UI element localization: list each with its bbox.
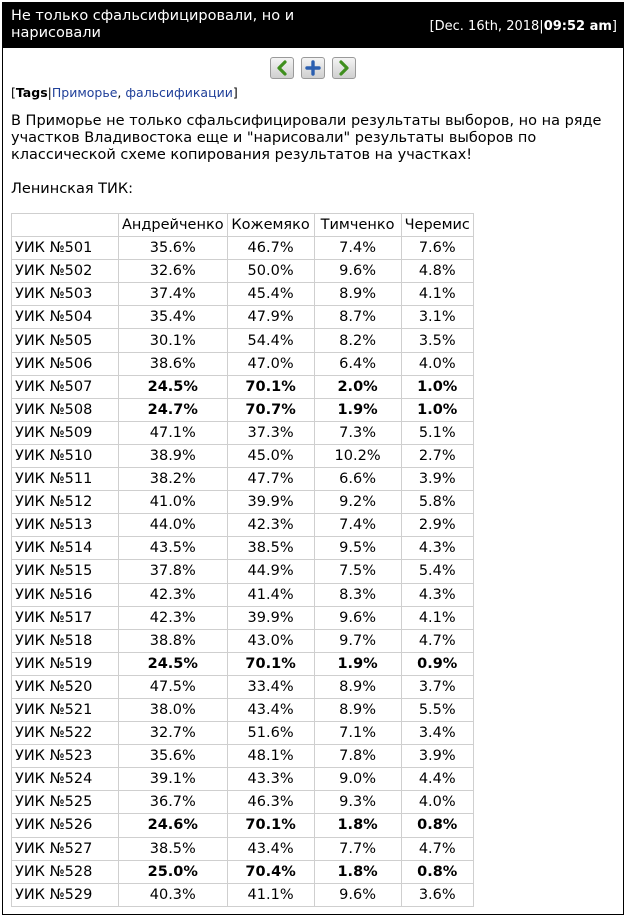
value-cell: 9.2% [314, 491, 401, 514]
value-cell: 4.8% [401, 260, 473, 283]
post-frame [2, 2, 624, 915]
table-row [12, 675, 474, 698]
table-row [12, 745, 474, 768]
value-cell: 8.2% [314, 329, 401, 352]
add-to-memories-button[interactable] [301, 57, 325, 79]
uik-cell: УИК №525 [12, 791, 119, 814]
table-row [12, 629, 474, 652]
table-row [12, 260, 474, 283]
next-entry-button[interactable] [332, 57, 356, 79]
header-kozhemyako: Кожемяко [227, 214, 314, 237]
uik-cell: УИК №516 [12, 583, 119, 606]
value-cell: 47.1% [119, 421, 228, 444]
uik-cell: УИК №501 [12, 237, 119, 260]
date-text: [Dec. 16th, 2018 [429, 19, 540, 34]
table-row [12, 352, 474, 375]
value-cell: 2.9% [401, 514, 473, 537]
table-row [12, 722, 474, 745]
tags-comma: , [117, 85, 126, 100]
value-cell: 39.9% [227, 606, 314, 629]
value-cell: 43.5% [119, 537, 228, 560]
table-row [12, 537, 474, 560]
header-timchenko: Тимченко [314, 214, 401, 237]
value-cell: 4.3% [401, 537, 473, 560]
uik-cell: УИК №527 [12, 837, 119, 860]
value-cell: 37.4% [119, 283, 228, 306]
value-cell: 35.6% [119, 237, 228, 260]
value-cell: 47.9% [227, 306, 314, 329]
value-cell: 33.4% [227, 675, 314, 698]
value-cell: 7.8% [314, 745, 401, 768]
value-cell: 43.3% [227, 768, 314, 791]
value-cell: 3.7% [401, 675, 473, 698]
table-row [12, 791, 474, 814]
table-row [12, 375, 474, 398]
value-cell: 7.4% [314, 514, 401, 537]
value-cell: 42.3% [119, 583, 228, 606]
table-row [12, 837, 474, 860]
table-row [12, 698, 474, 721]
tags-label: Tags [15, 85, 48, 100]
table-row [12, 814, 474, 837]
value-cell: 44.0% [119, 514, 228, 537]
table-row [12, 306, 474, 329]
value-cell: 39.1% [119, 768, 228, 791]
value-cell: 38.5% [119, 837, 228, 860]
value-cell: 8.7% [314, 306, 401, 329]
value-cell: 35.6% [119, 745, 228, 768]
value-cell: 30.1% [119, 329, 228, 352]
value-cell: 7.7% [314, 837, 401, 860]
table-row [12, 883, 474, 906]
tags-line [11, 85, 238, 100]
value-cell: 41.0% [119, 491, 228, 514]
results-table-body [12, 237, 474, 907]
uik-cell: УИК №520 [12, 675, 119, 698]
table-row [12, 398, 474, 421]
uik-cell: УИК №506 [12, 352, 119, 375]
uik-cell: УИК №529 [12, 883, 119, 906]
value-cell: 1.8% [314, 814, 401, 837]
value-cell: 46.7% [227, 237, 314, 260]
value-cell: 3.1% [401, 306, 473, 329]
table-row [12, 329, 474, 352]
uik-cell: УИК №504 [12, 306, 119, 329]
table-row [12, 421, 474, 444]
value-cell: 24.6% [119, 814, 228, 837]
uik-cell: УИК №510 [12, 444, 119, 467]
value-cell: 44.9% [227, 560, 314, 583]
value-cell: 2.0% [314, 375, 401, 398]
value-cell: 45.0% [227, 444, 314, 467]
table-header-row [12, 214, 474, 237]
chevron-left-icon [274, 60, 290, 76]
table-row [12, 560, 474, 583]
table-row [12, 514, 474, 537]
uik-cell: УИК №522 [12, 722, 119, 745]
value-cell: 8.9% [314, 675, 401, 698]
value-cell: 24.5% [119, 652, 228, 675]
results-table [11, 213, 474, 907]
uik-cell: УИК №513 [12, 514, 119, 537]
table-row [12, 768, 474, 791]
value-cell: 70.1% [227, 375, 314, 398]
value-cell: 70.4% [227, 860, 314, 883]
value-cell: 47.7% [227, 468, 314, 491]
value-cell: 3.4% [401, 722, 473, 745]
value-cell: 48.1% [227, 745, 314, 768]
value-cell: 35.4% [119, 306, 228, 329]
value-cell: 5.1% [401, 421, 473, 444]
value-cell: 3.9% [401, 468, 473, 491]
value-cell: 1.0% [401, 398, 473, 421]
value-cell: 4.1% [401, 606, 473, 629]
value-cell: 24.5% [119, 375, 228, 398]
value-cell: 32.6% [119, 260, 228, 283]
header-andreychenko: Андрейченко [119, 214, 228, 237]
value-cell: 43.4% [227, 837, 314, 860]
value-cell: 6.6% [314, 468, 401, 491]
value-cell: 3.5% [401, 329, 473, 352]
tags-close-bracket: ] [232, 85, 238, 100]
uik-cell: УИК №526 [12, 814, 119, 837]
value-cell: 41.4% [227, 583, 314, 606]
value-cell: 4.4% [401, 768, 473, 791]
value-cell: 7.5% [314, 560, 401, 583]
value-cell: 7.4% [314, 237, 401, 260]
value-cell: 36.7% [119, 791, 228, 814]
value-cell: 0.8% [401, 814, 473, 837]
value-cell: 37.8% [119, 560, 228, 583]
uik-cell: УИК №524 [12, 768, 119, 791]
uik-cell: УИК №507 [12, 375, 119, 398]
value-cell: 0.9% [401, 652, 473, 675]
value-cell: 39.9% [227, 491, 314, 514]
value-cell: 38.5% [227, 537, 314, 560]
value-cell: 5.8% [401, 491, 473, 514]
value-cell: 37.3% [227, 421, 314, 444]
value-cell: 42.3% [227, 514, 314, 537]
value-cell: 43.4% [227, 698, 314, 721]
uik-cell: УИК №515 [12, 560, 119, 583]
value-cell: 47.5% [119, 675, 228, 698]
value-cell: 46.3% [227, 791, 314, 814]
value-cell: 3.6% [401, 883, 473, 906]
value-cell: 1.9% [314, 398, 401, 421]
value-cell: 38.0% [119, 698, 228, 721]
value-cell: 4.3% [401, 583, 473, 606]
table-row [12, 606, 474, 629]
table-row [12, 652, 474, 675]
value-cell: 7.6% [401, 237, 473, 260]
date-separator: | [539, 19, 544, 34]
value-cell: 3.9% [401, 745, 473, 768]
value-cell: 43.0% [227, 629, 314, 652]
uik-cell: УИК №517 [12, 606, 119, 629]
table-row [12, 860, 474, 883]
table-row [12, 468, 474, 491]
post-body-text: В Приморье не только сфальсифицировали результаты выборов, но на ряде участков Владивостока еще и "нарисовали" результаты выборов по классической схеме копирования результатов на участках! [11, 113, 602, 163]
value-cell: 0.8% [401, 860, 473, 883]
value-cell: 38.6% [119, 352, 228, 375]
value-cell: 4.0% [401, 352, 473, 375]
value-cell: 1.8% [314, 860, 401, 883]
value-cell: 45.4% [227, 283, 314, 306]
post-title: Не только сфальсифицировали, но и нарисовали [11, 8, 295, 41]
value-cell: 9.0% [314, 768, 401, 791]
value-cell: 10.2% [314, 444, 401, 467]
value-cell: 50.0% [227, 260, 314, 283]
value-cell: 70.7% [227, 398, 314, 421]
value-cell: 5.4% [401, 560, 473, 583]
value-cell: 9.3% [314, 791, 401, 814]
uik-cell: УИК №505 [12, 329, 119, 352]
value-cell: 9.6% [314, 883, 401, 906]
uik-cell: УИК №511 [12, 468, 119, 491]
plus-icon [305, 60, 321, 76]
table-row [12, 444, 474, 467]
value-cell: 1.0% [401, 375, 473, 398]
value-cell: 47.0% [227, 352, 314, 375]
value-cell: 7.3% [314, 421, 401, 444]
date-close: ] [611, 19, 617, 34]
value-cell: 4.0% [401, 791, 473, 814]
prev-entry-button[interactable] [270, 57, 294, 79]
value-cell: 9.6% [314, 606, 401, 629]
uik-cell: УИК №508 [12, 398, 119, 421]
value-cell: 2.7% [401, 444, 473, 467]
tags-separator: | [47, 85, 52, 100]
uik-cell: УИК №521 [12, 698, 119, 721]
value-cell: 70.1% [227, 652, 314, 675]
value-cell: 5.5% [401, 698, 473, 721]
table-row [12, 491, 474, 514]
value-cell: 38.2% [119, 468, 228, 491]
value-cell: 4.1% [401, 283, 473, 306]
value-cell: 42.3% [119, 606, 228, 629]
header-cheremis: Черемис [401, 214, 473, 237]
tik-label: Ленинская ТИК: [11, 181, 134, 197]
tag-link-primorye[interactable]: Приморье [51, 85, 118, 100]
value-cell: 6.4% [314, 352, 401, 375]
entry-nav [3, 57, 623, 83]
value-cell: 38.8% [119, 629, 228, 652]
uik-cell: УИК №519 [12, 652, 119, 675]
value-cell: 4.7% [401, 837, 473, 860]
value-cell: 9.6% [314, 260, 401, 283]
value-cell: 7.1% [314, 722, 401, 745]
uik-cell: УИК №523 [12, 745, 119, 768]
value-cell: 8.3% [314, 583, 401, 606]
value-cell: 4.7% [401, 629, 473, 652]
value-cell: 9.7% [314, 629, 401, 652]
tag-link-falsifications[interactable]: фальсификации [125, 85, 233, 100]
uik-cell: УИК №514 [12, 537, 119, 560]
value-cell: 41.1% [227, 883, 314, 906]
uik-cell: УИК №503 [12, 283, 119, 306]
value-cell: 70.1% [227, 814, 314, 837]
uik-cell: УИК №502 [12, 260, 119, 283]
uik-cell: УИК №518 [12, 629, 119, 652]
table-row [12, 583, 474, 606]
value-cell: 8.9% [314, 283, 401, 306]
value-cell: 54.4% [227, 329, 314, 352]
header-empty [12, 214, 119, 237]
chevron-right-icon [336, 60, 352, 76]
table-row [12, 237, 474, 260]
value-cell: 9.5% [314, 537, 401, 560]
value-cell: 25.0% [119, 860, 228, 883]
value-cell: 1.9% [314, 652, 401, 675]
tags-open-bracket: [ [11, 85, 16, 100]
table-row [12, 283, 474, 306]
value-cell: 40.3% [119, 883, 228, 906]
value-cell: 38.9% [119, 444, 228, 467]
post-header [3, 3, 623, 48]
uik-cell: УИК №528 [12, 860, 119, 883]
value-cell: 51.6% [227, 722, 314, 745]
uik-cell: УИК №509 [12, 421, 119, 444]
post-date [430, 19, 617, 34]
uik-cell: УИК №512 [12, 491, 119, 514]
value-cell: 24.7% [119, 398, 228, 421]
post-time: 09:52 am [543, 19, 612, 34]
value-cell: 32.7% [119, 722, 228, 745]
value-cell: 8.9% [314, 698, 401, 721]
